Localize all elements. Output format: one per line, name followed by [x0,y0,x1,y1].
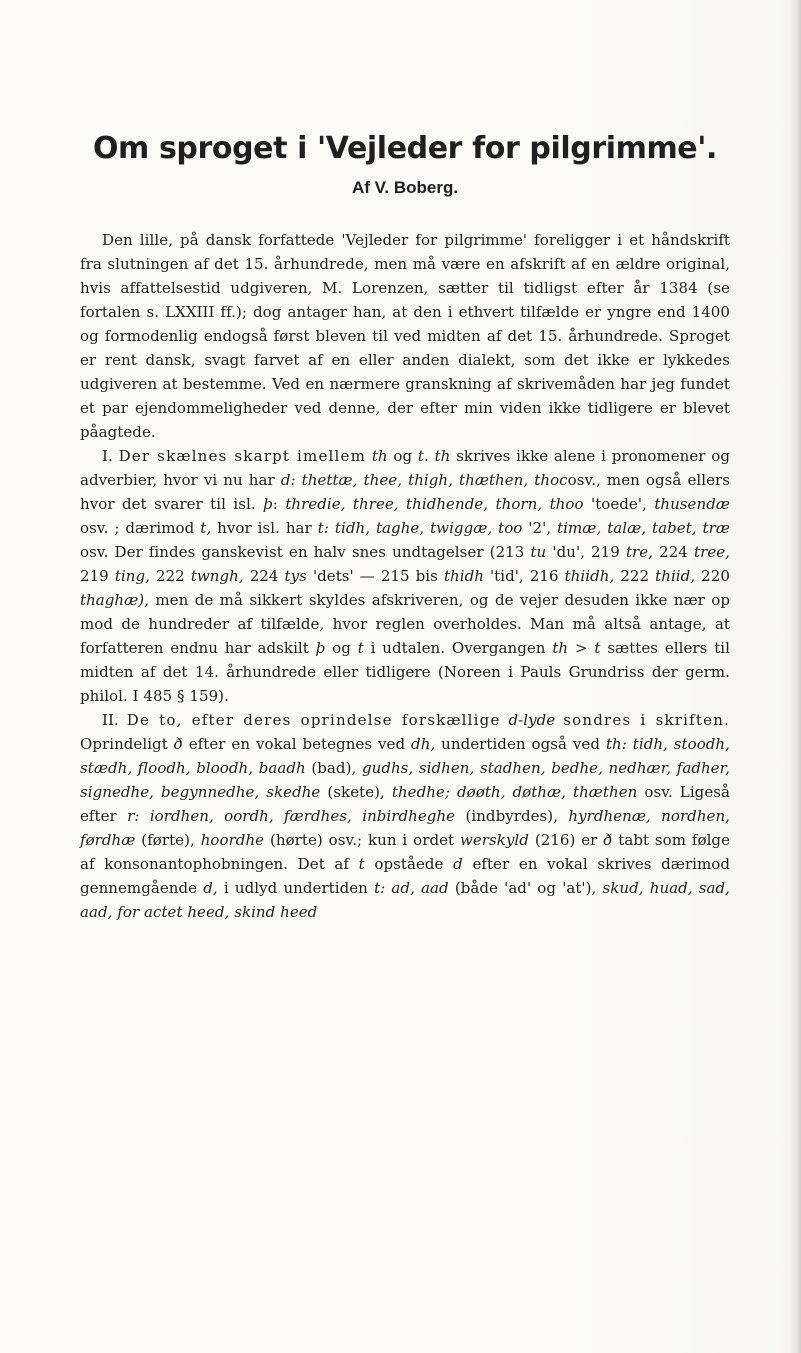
italic-thorn-2: þ [315,639,326,657]
italic-thaghae: thaghæ), [80,591,150,609]
italic-r: r: [127,807,140,825]
paragraph-text: Den lille, på dansk forfattede 'Vejleder for pilgrimme' foreligger i et håndskrift fra slutningen af det 15. århundrede, men må være en afskrift af en ældre original, hvis affattelsestid udgiveren, M. Lorenzen, sætter til tidligst efter år 1384 (se fortalen s. LXXIII ff.); dog antager han, at den i ethvert tilfælde er yngre end 1400 og formodenlig endogså først bleven til ved midten af det 15. århundrede. Sproget er rent dansk, svagt farvet af en eller anden dialekt, som det ikke er lykkedes udgiveren at bestemme. Ved en nærmere granskning af skrivemåden har jeg fundet et par ejendommeligheder ved denne, der efter min viden ikke tidligere er blevet påagtede. [80,231,730,441]
text-run-3: osv. ; dærimod [80,519,195,537]
text-run-7: opståede [374,855,444,873]
italic-thorn-1: þ [263,495,273,513]
text-run-7: i udtalen. Overgangen [370,639,546,657]
gloss-dets: 'dets' — 215 bis [312,567,438,585]
italic-ad-aad: ad, aad [391,879,449,897]
article-author [80,176,730,200]
italic-werskyld: werskyld [459,831,529,849]
italic-word-list-3: thedhe; døøth, døthæ, thæthen [391,783,638,801]
gloss-du: 'du', 219 [552,543,620,561]
page-edge-shadow [789,0,801,1353]
italic-word-list-1: tidh, stoodh, stædh, floodh, bloodh, baadh [80,735,730,777]
italic-tree: tree, [694,543,731,561]
gloss-forte: (førte), [141,831,195,849]
word-og-2: og [332,639,351,657]
text-run-8: sættes ellers til midten af det 14. århundrede eller tidligere (Noreen i Pauls Grundriss der germ. philol. I 485 § 159). [80,639,730,705]
gloss-horte: (hørte) osv.; kun i ordet [269,831,455,849]
gloss-skete: (skete), [327,783,385,801]
italic-tys: tys [284,567,307,585]
line-ref-220: 220 [701,567,730,585]
text-run-10: (både 'ad' og 'at'), [454,879,597,897]
text-run-6: tabt som følge af konsonantophobningen. Det af [80,831,731,873]
text-run-4: hvor isl. har [217,519,312,537]
italic-th: th: [605,735,627,753]
italic-th-1: th [371,447,388,465]
line-ref-224b: 224 [249,567,279,585]
text-run-1: Oprindeligt [80,735,168,753]
gloss-tid: 'tid', 216 [490,567,559,585]
italic-th-shift: th > t [552,639,601,657]
italic-word-list-2: gudhs, sidhen, stadhen, bedhe, nedhær, fadher, signedhe, begynnedhe, skedhe [80,759,731,801]
italic-hoordhe: hoordhe [200,831,265,849]
gloss-two: '2', [528,519,552,537]
italic-twngh: twngh, [190,567,244,585]
italic-tu: tu [530,543,547,561]
text-run-2: efter en vokal betegnes ved [188,735,406,753]
section-number: I. [102,447,113,465]
italic-word-list-6: skud, huad, sad, aad, for actet heed, skind heed [80,879,730,921]
italic-d-1: d: [280,471,296,489]
section-number: II. [102,711,119,729]
italic-thiid: thiid, [655,567,696,585]
italic-thiidh: thiidh, [564,567,615,585]
italic-word-list-3: tidh, taghe, twiggæ, too [334,519,523,537]
text-run-6: men de må sikkert skyldes afskriveren, og de vejer desuden ikke nær op mod de hundreder af tilfælde, hvor reglen overholdes. Man må altså antage, at forfatteren endnu har adskilt [80,591,730,657]
paragraph-section-ii [80,708,730,924]
gloss-toede: 'toede', [591,495,647,513]
author-prefix: Af [351,178,375,197]
article-title: Om sproget i 'Vejleder for pilgrimme'. [92,131,718,166]
italic-t-2: t: [374,879,386,897]
line-ref-222a: 222 [155,567,185,585]
italic-t: t [358,855,365,873]
line-ref-222b: 222 [620,567,650,585]
author-name: V. Boberg. [374,178,459,197]
italic-word-list-4: iordhen, oordh, færdhes, inbirdheghe [149,807,456,825]
italic-d-3: d, [203,879,218,897]
paragraph-intro [80,228,730,444]
italic-word-list-2: thredie, three, thidhende, thorn, thoo [285,495,584,513]
italic-t-2: t, [200,519,212,537]
text-run-8: efter en vokal skrives dærimod gennemgående [80,855,731,897]
italic-word-thusendae: thusendæ [654,495,730,513]
italic-th-2: th [434,447,451,465]
italic-tre: tre, [625,543,653,561]
italic-d-2: d [453,855,463,873]
article-body [80,130,730,924]
text-run-4: osv. Ligeså efter [80,783,730,825]
italic-ting: ting, [114,567,150,585]
italic-word-list-4: timæ, talæ, tabet, træ [557,519,731,537]
text-run-2: osv., men også ellers hvor det svarer til isl. [80,471,730,513]
section-lead: Der skælnes skarpt imellem [118,447,367,465]
italic-t-3: t: [317,519,329,537]
italic-word-list-5: hyrdhenæ, nordhen, førdhæ [80,807,730,849]
section-lead: De to, efter deres oprindelse forskællige [126,711,501,729]
line-ref-219: 219 [80,567,109,585]
gloss-bad: (bad), [311,759,357,777]
text-run-9: i udlyd undertiden [223,879,368,897]
italic-t-4: t [357,639,364,657]
line-ref-224a: 224 [659,543,688,561]
italic-word-list-1: thettæ, thee, thigh, thæthen, thoc [301,471,568,489]
paragraph-section-i: I. Der skælnes skarpt imellem th og t. th skrives ikke alene i pronomener og adverbier, hvor vi nu har d: thettæ, thee, thigh, thæthen, thocosv., men også ellers hvor det svarer til isl. þ: thredie, three, thidhende, thorn, thoo 'toede', thusendæ osv. ; dærimod t, hvor isl. har t: tidh, taghe, twiggæ, too '2', timæ, talæ, tabet, træ osv. Der findes ganskevist en halv snes undtagelser (213 tu 'du', 219 tre, 224 tree, 219 ting, 222 twngh, 224 tys 'dets' — 215 bis thidh 'tid', 216 thiidh, 222 thiid, 220 thaghæ), men de må sikkert skyldes afskriveren, og de vejer desuden ikke nær op mod de hundreder af tilfælde, hvor reglen overholdes. Man må altså antage, at forfatteren endnu har adskilt þ og t i udtalen. Overgangen th > t sættes ellers til midten af det 14. århundrede eller tidligere (Noreen i Pauls Grundriss der germ. philol. I 485 § 159). [80,447,731,705]
italic-eth-1: ð [173,735,183,753]
italic-dh: dh, [411,735,436,753]
text-run-5: osv. Der findes ganskevist en halv snes undtagelser (213 [80,543,525,561]
text-run-1: skrives ikke alene i pronomener og adverbier, hvor vi nu har [80,447,731,489]
gloss-indbyrdes: (indbyrdes), [465,807,559,825]
italic-t-1: t. [417,447,429,465]
italic-d-lyde: d-lyde [508,711,556,729]
word-og-1: og [393,447,413,465]
text-run-5: (216) er [534,831,598,849]
text-run-3: undertiden også ved [441,735,601,753]
section-lead-2: sondres i skriften. [563,711,731,729]
italic-thidh: thidh [443,567,484,585]
italic-eth-2: ð [603,831,613,849]
